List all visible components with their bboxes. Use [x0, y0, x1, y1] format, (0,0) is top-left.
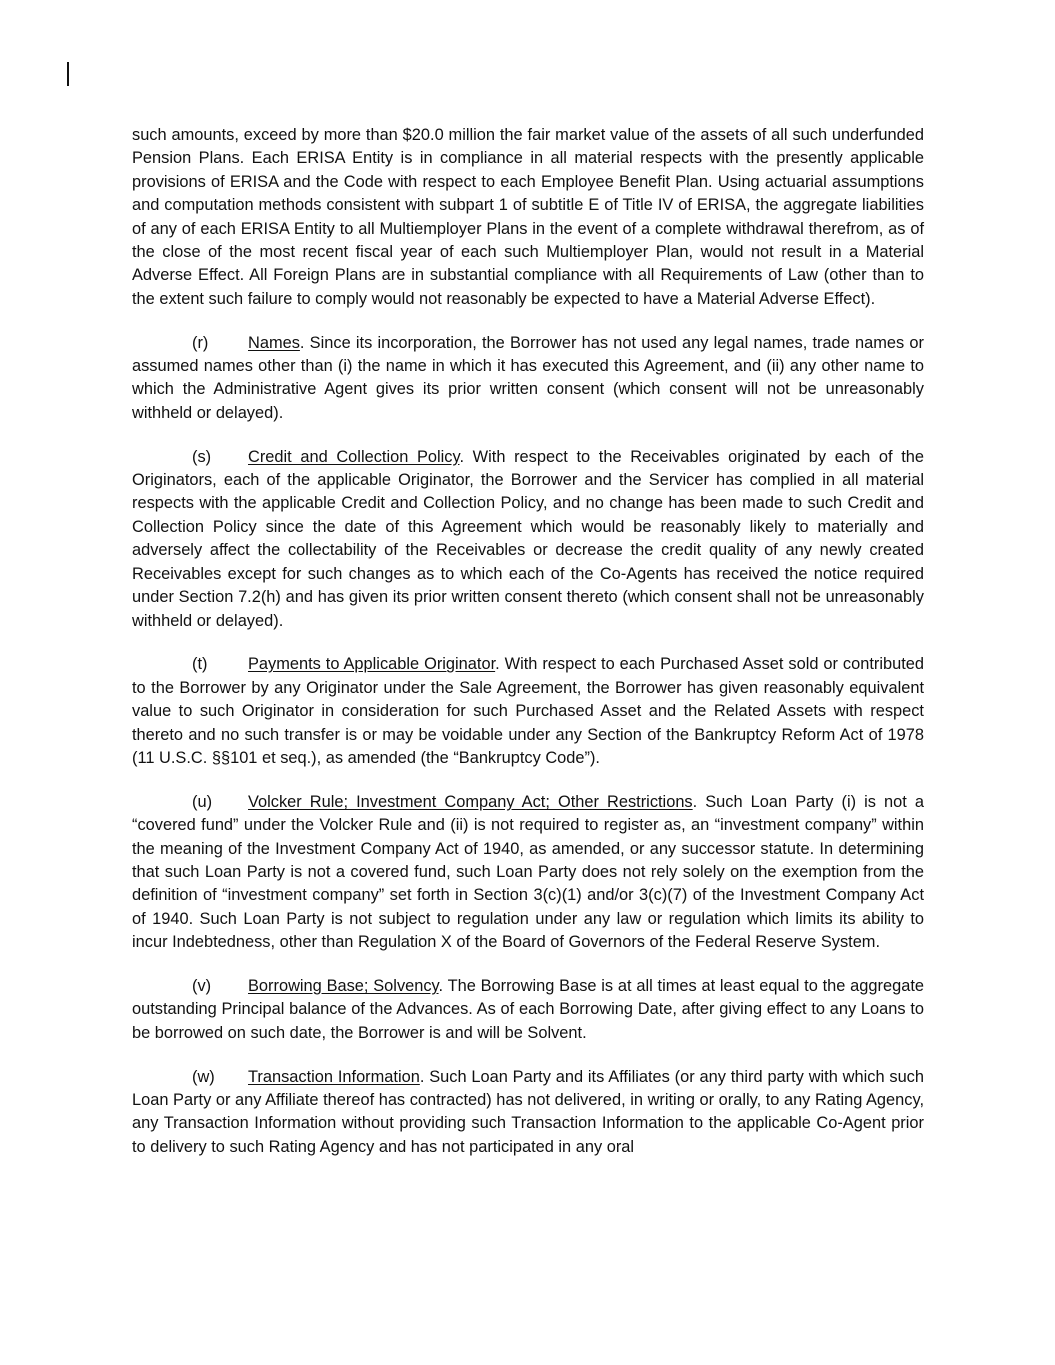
section-label: (t): [192, 655, 208, 674]
section-text: . Since its incorporation, the Borrower has not used any legal names, trade names or assumed names other than (i) the name in which it has executed this Agreement, and (ii) any other name to which the Administrative Agent gives its prior written consent (which consent will not be unreasonably withheld or delayed).: [132, 333, 924, 422]
section-r: [132, 332, 924, 426]
document-page: [132, 124, 924, 1180]
section-label: (r): [192, 333, 209, 352]
section-heading: Transaction Information: [248, 1067, 420, 1086]
section-label: (v): [192, 976, 212, 995]
paragraph-continuation: such amounts, exceed by more than $20.0 million the fair market value of the assets of all such underfunded Pension Plans. Each ERISA Entity is in compliance in all material respects with the presently applicable provisions of ERISA and the Code with respect to each Employee Benefit Plan. Using actuarial assumptions and computation methods consistent with subpart 1 of subtitle E of Title IV of ERISA, the aggregate liabilities of any of each ERISA Entity to all Multiemployer Plans in the event of a complete withdrawal therefrom, as of the close of the most recent fiscal year of each such Multiemployer Plan, would not result in a Material Adverse Effect. All Foreign Plans are in substantial compliance with all Requirements of Law (other than to the extent such failure to comply would not reasonably be expected to have a Material Adverse Effect).: [132, 126, 924, 308]
section-v: [132, 975, 924, 1045]
section-text: . With respect to each Purchased Asset sold or contributed to the Borrower by any Originator under the Sale Agreement, the Borrower has given reasonably equivalent value to such Originator in consideration for such Purchased Asset and the Related Assets with respect thereto and no such transfer is or may be voidable under any Section of the Bankruptcy Reform Act of 1978 (11 U.S.C. §§101 et seq.), as amended (the “Bankruptcy Code”).: [132, 655, 925, 767]
section-s: [132, 446, 924, 633]
section-text: . Such Loan Party and its Affiliates (or any third party with which such Loan Party or any Affiliate thereof has contracted) has not delivered, in writing or orally, to any Rating Agency, any Transaction Information without providing such Transaction Information to the applicable Co-Agent prior to delivery to such Rating Agency and has not participated in any oral: [132, 1067, 924, 1156]
section-heading: Credit and Collection Policy: [248, 447, 460, 466]
section-label: (s): [192, 447, 212, 466]
section-text: . Such Loan Party (i) is not a “covered fund” under the Volcker Rule and (ii) is not required to register as, an “investment company” within the meaning of the Investment Company Act of 1940, as amended, or any successor statute. In determining that such Loan Party is not a covered fund, such Loan Party does not rely solely on the exemption from the definition of “investment company” set forth in Section 3(c)(1) and/or 3(c)(7) of the Investment Company Act of 1940. Such Loan Party is not subject to regulation under any law or regulation which limits its ability to incur Indebtedness, other than Regulation X of the Board of Governors of the Federal Reserve System.: [132, 792, 924, 952]
section-t: [132, 653, 924, 770]
section-label: (w): [192, 1067, 215, 1086]
section-heading: Borrowing Base; Solvency: [248, 976, 439, 995]
section-text: . With respect to the Receivables originated by each of the Originators, each of the applicable Originator, the Borrower and the Servicer has complied in all material respects with the applicable Credit and Collection Policy, and no change has been made to such Credit and Collection Policy since the date of this Agreement which would be reasonably likely to materially and adversely affect the collectability of the Receivables or decrease the credit quality of any newly created Receivables except for such changes as to which each of the Co-Agents has received the notice required under Section 7.2(h) and has given its prior written consent thereto (which consent shall not be unreasonably withheld or delayed).: [132, 447, 924, 630]
section-heading: Names: [248, 333, 300, 352]
section-label: (u): [192, 792, 213, 811]
section-heading: Volcker Rule; Investment Company Act; Other Restrictions: [248, 792, 693, 811]
text-cursor: [67, 62, 69, 86]
section-w: [132, 1066, 924, 1160]
section-u: [132, 791, 924, 955]
section-heading: Payments to Applicable Originator: [248, 655, 496, 674]
section-text: . The Borrowing Base is at all times at least equal to the aggregate outstanding Principal balance of the Advances. As of each Borrowing Date, after giving effect to any Loans to be borrowed on such date, the Borrower is and will be Solvent.: [132, 976, 924, 1042]
